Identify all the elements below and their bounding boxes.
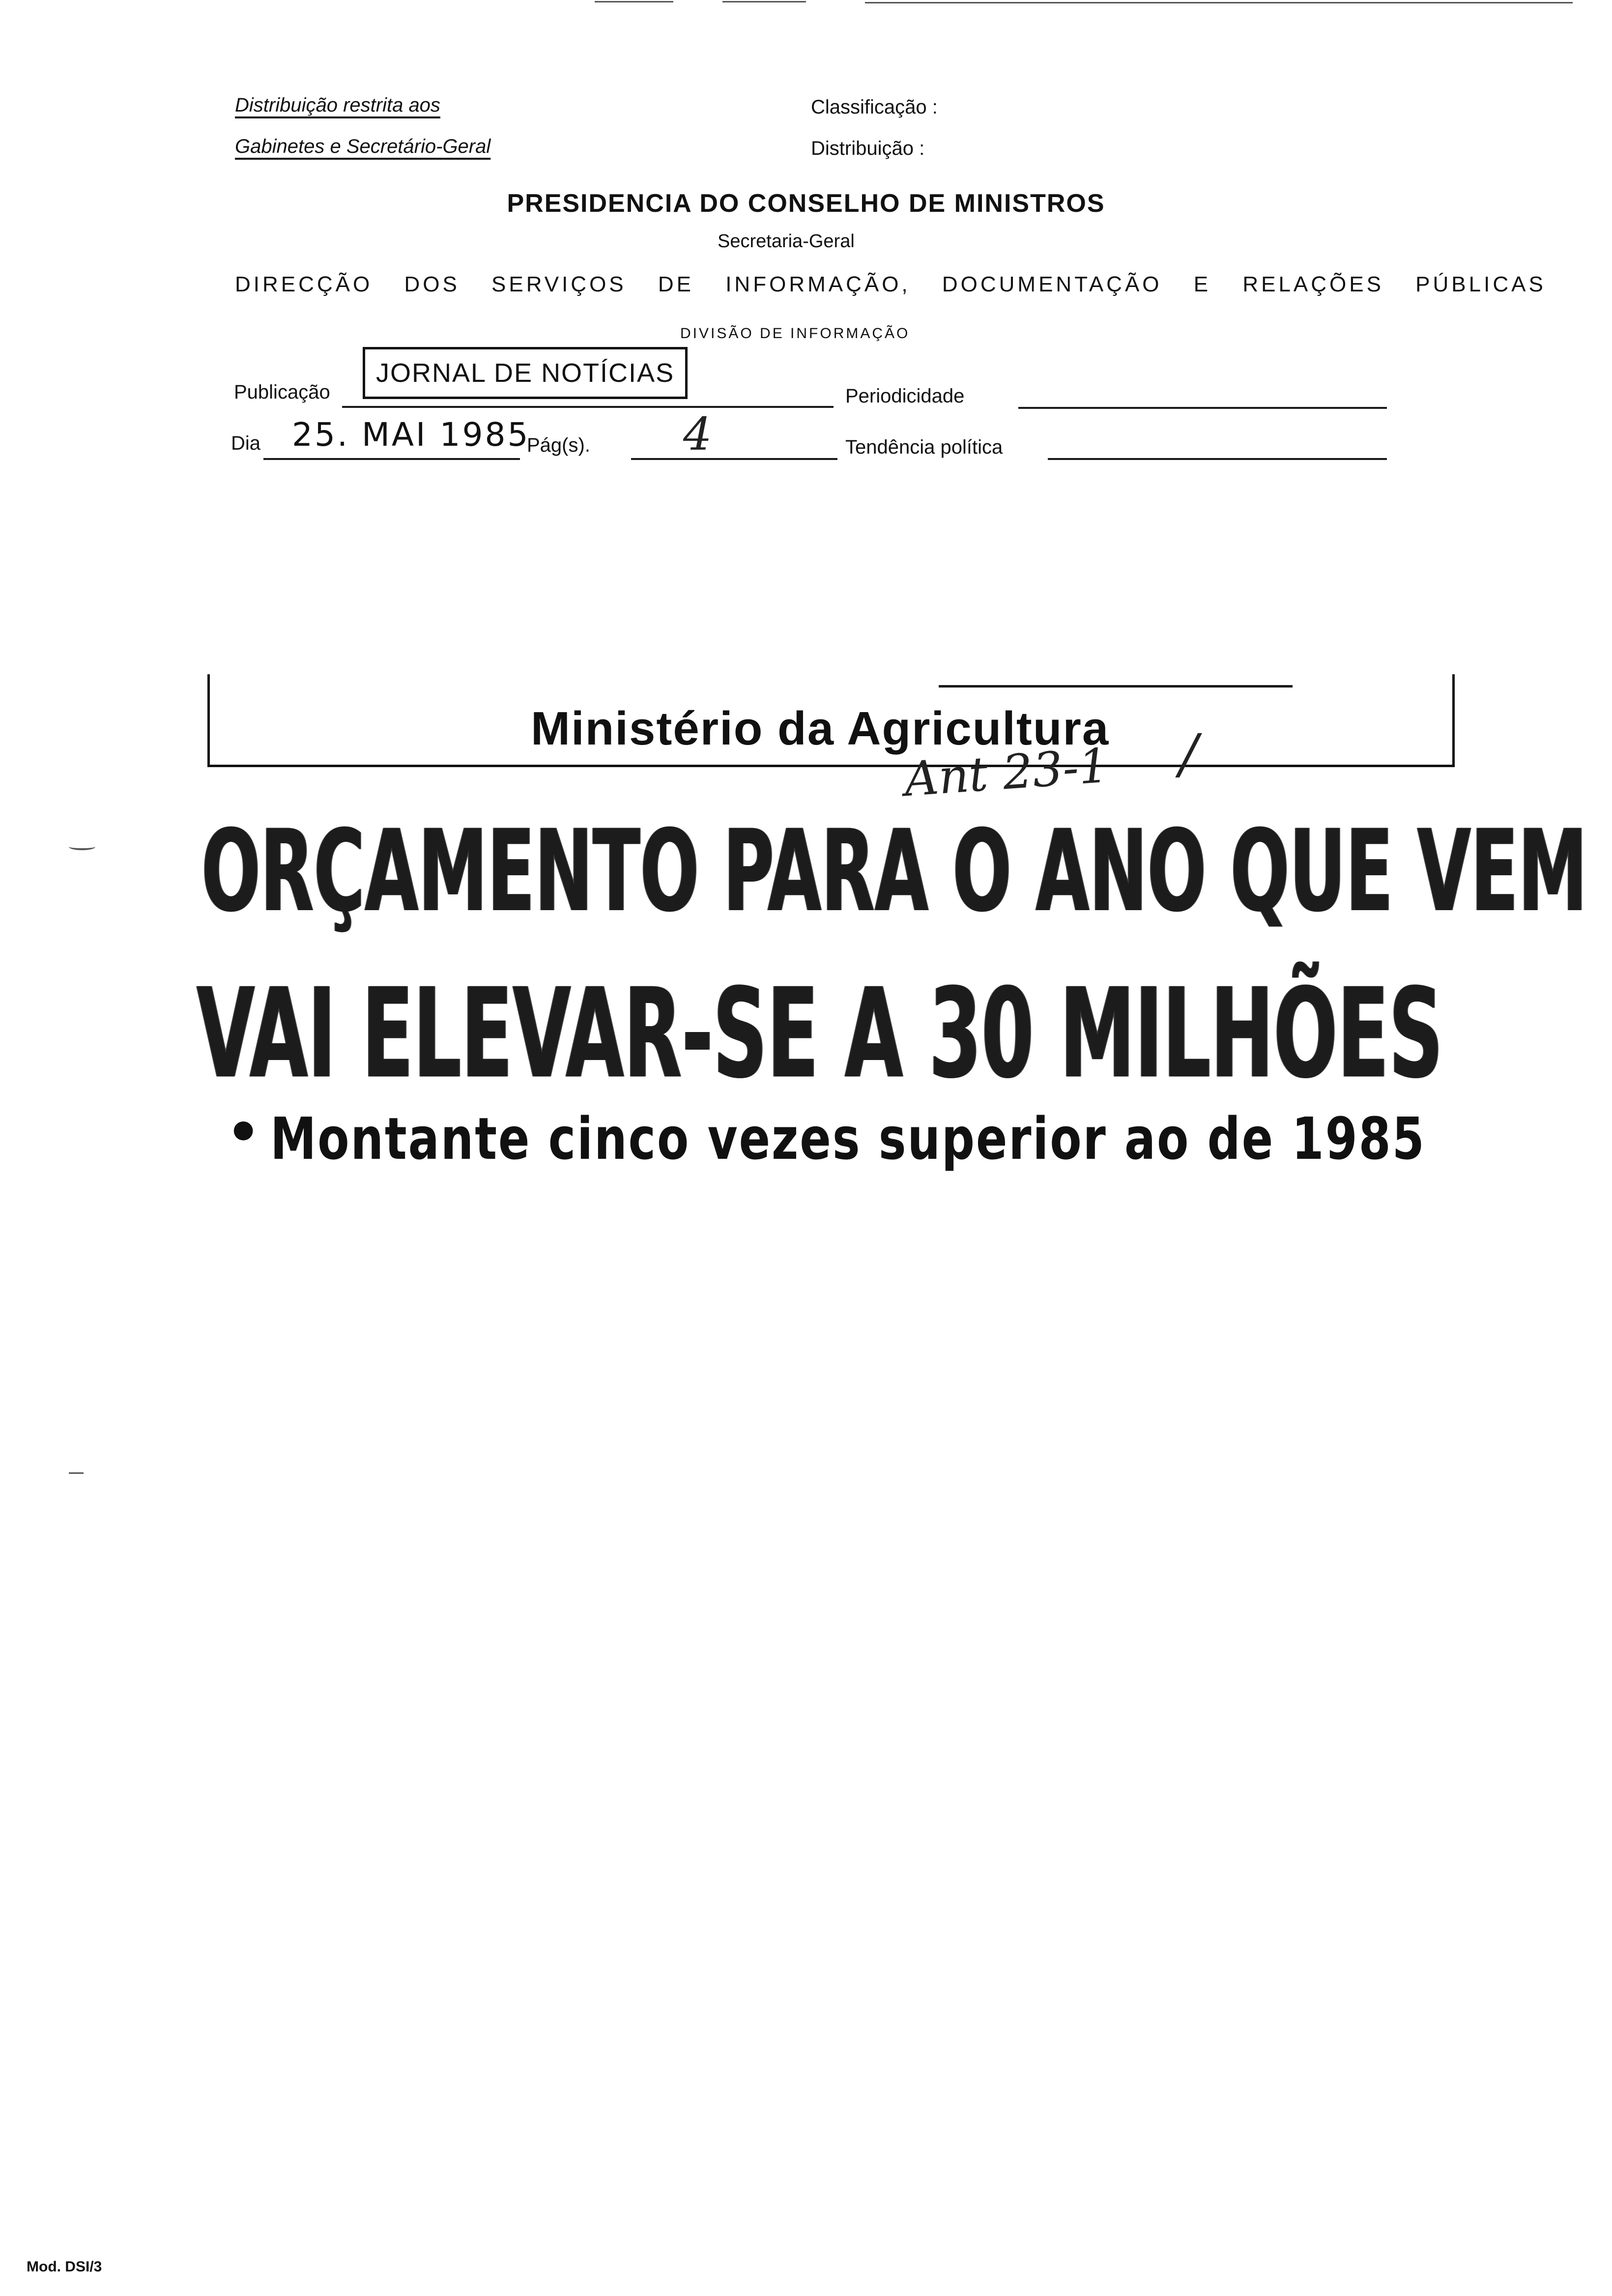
deck-subheadline: Montante cinco vezes superior ao de 1985 [270,1106,1426,1173]
scan-line [722,1,806,2]
pages-underline [631,458,837,460]
day-underline [263,458,520,460]
ministry-heading: Ministério da Agricultura [531,702,1110,755]
directorate-line: DIRECÇÃO DOS SERVIÇOS DE INFORMAÇÃO, DOCUMENTAÇÃO E RELAÇÕES PÚBLICAS [235,272,1546,296]
form-code: Mod. DSI/3 [27,2259,102,2275]
deck-bullet: • [226,1101,262,1164]
scan-line [865,2,1573,3]
margin-mark [69,1469,84,1474]
scan-line [595,1,673,2]
day-label: Dia [231,432,261,454]
distribution-label: Distribuição : [811,138,925,159]
handwritten-annotation: Ant 23-1 [902,738,1111,807]
handwritten-slash: / [1180,722,1198,785]
political-tendency-underline [1048,458,1387,460]
clipping-top-rule [939,685,1293,688]
margin-mark [69,843,95,850]
periodicity-label: Periodicidade [845,385,965,407]
publication-underline [342,406,834,408]
day-value: 25. MAI 1985 [292,416,530,454]
publication-label: Publicação [234,381,330,403]
classification-label: Classificação : [811,96,938,118]
publication-stamp-box [363,347,688,399]
secretariat-subtitle: Secretaria-Geral [718,231,855,252]
pages-label: Pág(s). [527,434,590,456]
distribution-note-line1: Distribuição restrita aos [235,94,440,116]
political-tendency-label: Tendência política [845,436,1003,458]
pages-value: 4 [683,408,712,460]
organization-title: PRESIDENCIA DO CONSELHO DE MINISTROS [507,189,1105,218]
division-line: DIVISÃO DE INFORMAÇÃO [680,325,910,342]
headline-line1: ORÇAMENTO PARA O ANO QUE VEM [202,806,1587,938]
publication-value: JORNAL DE NOTÍCIAS [376,358,675,388]
periodicity-underline [1018,407,1387,409]
distribution-note-line2: Gabinetes e Secretário-Geral [235,136,491,157]
headline-line2: VAI ELEVAR-SE A 30 MILHÕES [197,962,1443,1106]
